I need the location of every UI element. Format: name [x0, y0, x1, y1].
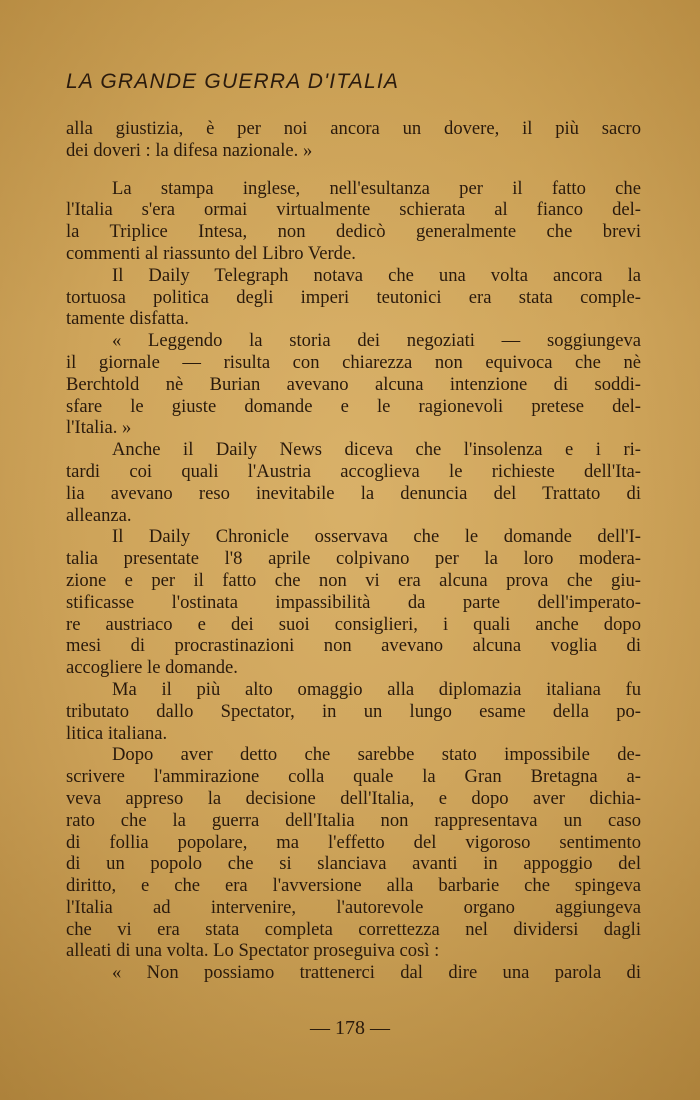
- text-line: diritto, e che era l'avversione alla barbarie che spingeva: [66, 875, 641, 897]
- text-line: tardi coi quali l'Austria accoglieva le richieste dell'Ita-: [66, 460, 641, 482]
- text-line: alleanza.: [66, 504, 132, 526]
- running-head: LA GRANDE GUERRA D'ITALIA: [66, 70, 400, 93]
- text-line: scrivere l'ammirazione colla quale la Gran Bretagna a-: [66, 766, 641, 788]
- text-line: di follia popolare, ma l'effetto del vigoroso sentimento: [66, 831, 641, 853]
- text-line: La stampa inglese, nell'esultanza per il fatto che: [112, 177, 641, 199]
- text-line: che vi era stata completa correttezza nel dividersi dagli: [66, 918, 641, 940]
- text-line: alleati di una volta. Lo Spectator proseguiva così :: [66, 940, 440, 962]
- text-line: sfare le giuste domande e le ragionevoli pretese del-: [66, 395, 641, 417]
- page-number: — 178 —: [310, 1017, 390, 1039]
- text-line: dei doveri : la difesa nazionale. »: [66, 139, 313, 161]
- text-line: Ma il più alto omaggio alla diplomazia italiana fu: [112, 678, 641, 700]
- text-line: veva appreso la decisione dell'Italia, e dopo aver dichia-: [66, 787, 641, 809]
- text-line: re austriaco e dei suoi consiglieri, i quali anche dopo: [66, 613, 641, 635]
- text-line: tortuosa politica degli imperi teutonici era stata comple-: [66, 286, 641, 308]
- text-line: rato che la guerra dell'Italia non rappresentava un caso: [66, 809, 641, 831]
- text-line: l'Italia. »: [66, 417, 132, 439]
- text-line: talia presentate l'8 aprile colpivano per la loro modera-: [66, 548, 641, 570]
- text-line: di un popolo che si slanciava avanti in appoggio del: [66, 853, 641, 875]
- text-line: l'Italia s'era ormai virtualmente schierata al fianco del-: [66, 199, 641, 221]
- text-line: commenti al riassunto del Libro Verde.: [66, 242, 356, 264]
- text-line: la Triplice Intesa, non dedicò generalmente che brevi: [66, 221, 641, 243]
- text-line: « Non possiamo trattenerci dal dire una parola di: [112, 962, 641, 984]
- text-line: l'Italia ad intervenire, l'autorevole organo aggiungeva: [66, 896, 641, 918]
- text-line: Berchtold nè Burian avevano alcuna intenzione di soddi-: [66, 373, 641, 395]
- text-line: tamente disfatta.: [66, 308, 189, 330]
- text-line: « Leggendo la storia dei negoziati — soggiungeva: [112, 330, 641, 352]
- text-line: stificasse l'ostinata impassibilità da parte dell'imperato-: [66, 591, 641, 613]
- text-line: Dopo aver detto che sarebbe stato impossibile de-: [112, 744, 641, 766]
- text-line: tributato dallo Spectator, in un lungo esame della po-: [66, 700, 641, 722]
- text-line: Il Daily Chronicle osservava che le domande dell'I-: [112, 526, 641, 548]
- text-line: accogliere le domande.: [66, 657, 238, 679]
- text-line: lia avevano reso inevitabile la denuncia del Trattato di: [66, 482, 641, 504]
- text-line: Anche il Daily News diceva che l'insolenza e i ri-: [112, 439, 641, 461]
- text-line: il giornale — risulta con chiarezza non equivoca che nè: [66, 351, 641, 373]
- text-line: mesi di procrastinazioni non avevano alcuna voglia di: [66, 635, 641, 657]
- text-line: alla giustizia, è per noi ancora un dovere, il più sacro: [66, 118, 641, 139]
- text-line: Il Daily Telegraph notava che una volta ancora la: [112, 264, 641, 286]
- text-line: zione e per il fatto che non vi era alcuna prova che giu-: [66, 569, 641, 591]
- body-text: [66, 118, 641, 984]
- text-line: litica italiana.: [66, 722, 168, 744]
